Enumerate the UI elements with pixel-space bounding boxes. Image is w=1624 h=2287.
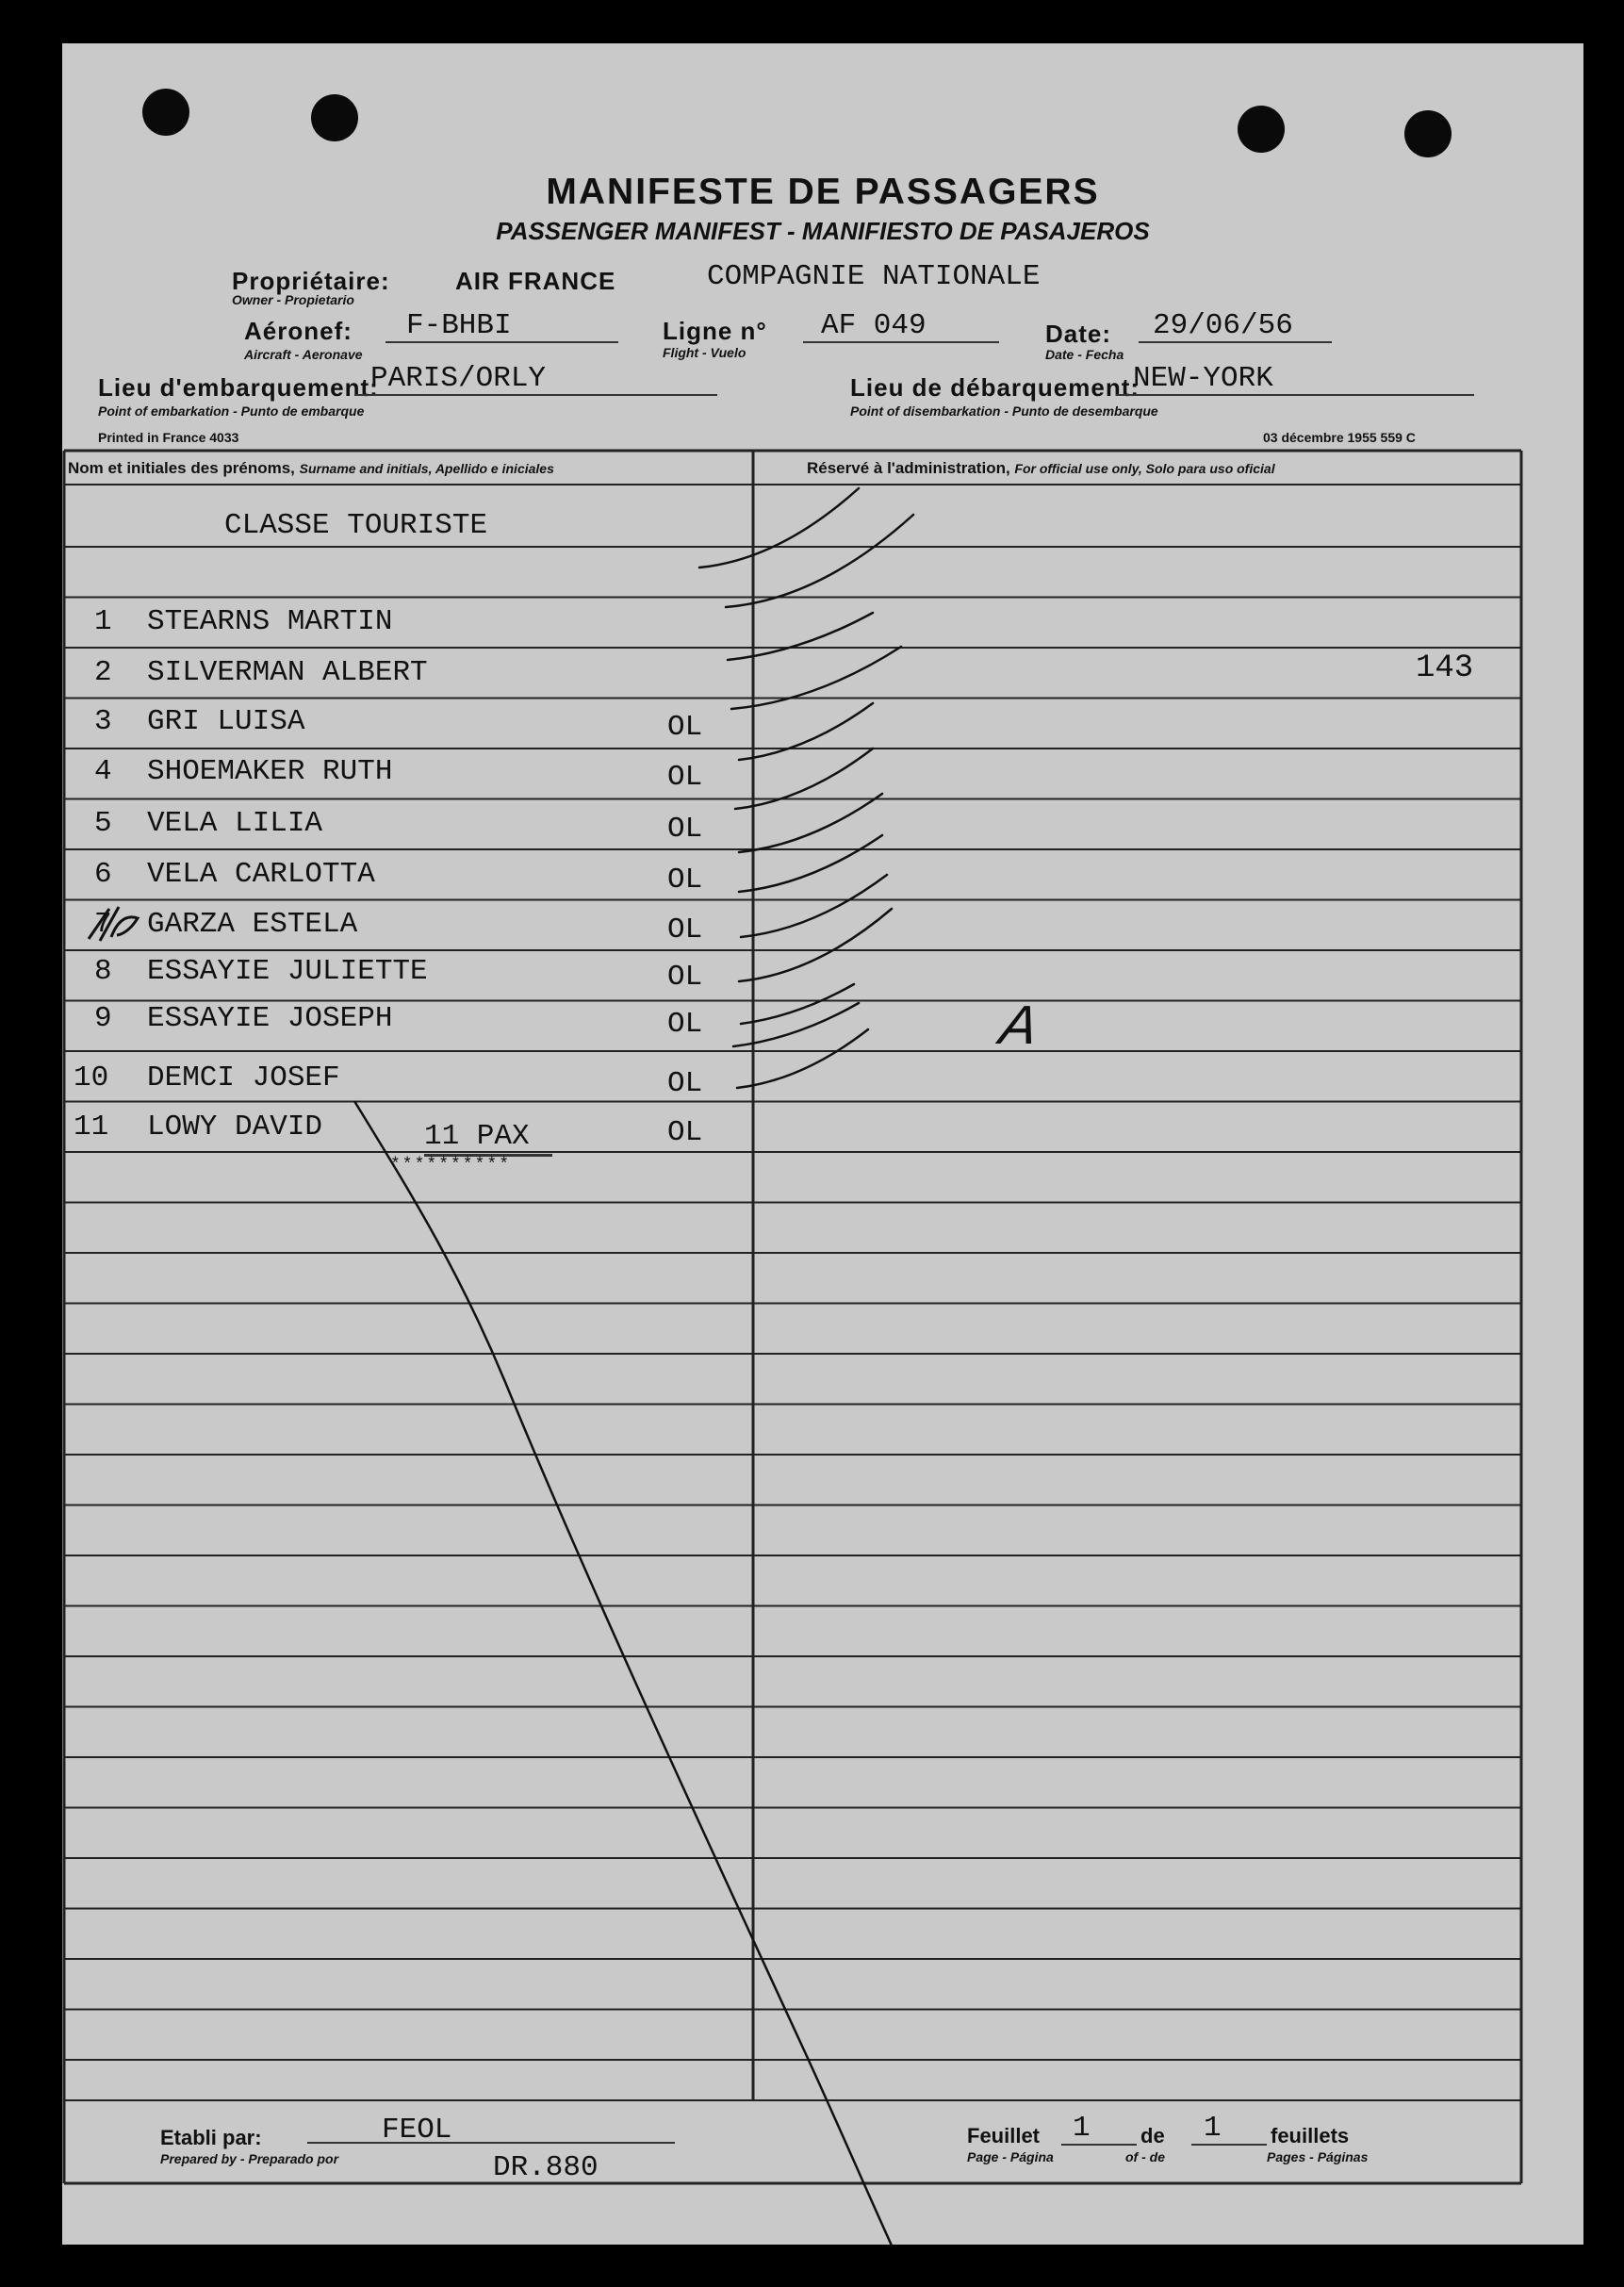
- cancellation-line: [354, 1101, 892, 2245]
- printed-note: Printed in France 4033: [98, 430, 239, 445]
- aircraft-label: Aéronef:: [244, 317, 353, 345]
- check-stroke: [726, 515, 913, 607]
- admin-letter: A: [995, 995, 1043, 1056]
- embark-value: PARIS/ORLY: [370, 362, 547, 395]
- overwrite-scribble: [89, 907, 138, 941]
- passenger-name: SHOEMAKER RUTH: [147, 755, 393, 788]
- document-title: MANIFESTE DE PASSAGERS: [546, 172, 1100, 212]
- check-stroke: [741, 984, 854, 1024]
- of-label: de: [1140, 2124, 1165, 2147]
- passenger-name: VELA LILIA: [147, 807, 323, 840]
- manifest-sheet: [62, 43, 1583, 2245]
- passenger-name: LOWY DAVID: [147, 1111, 323, 1144]
- sheets-label: feuillets: [1271, 2124, 1350, 2147]
- of-number: 1: [1204, 2112, 1222, 2145]
- disembark-value: NEW-YORK: [1133, 362, 1273, 395]
- passenger-code: OL: [667, 1008, 703, 1041]
- passenger-code: OL: [667, 913, 703, 946]
- column-header-left-label: Nom et initiales des prénoms,: [68, 459, 295, 477]
- class-heading: CLASSE TOURISTE: [224, 509, 488, 542]
- passenger-name: STEARNS MARTIN: [147, 605, 393, 638]
- owner-value: AIR FRANCE: [455, 267, 616, 295]
- passenger-code: OL: [667, 711, 703, 744]
- flight-sublabel: Flight - Vuelo: [663, 345, 746, 360]
- passenger-name: ESSAYIE JOSEPH: [147, 1002, 393, 1035]
- check-stroke: [741, 875, 887, 937]
- passenger-name: SILVERMAN ALBERT: [147, 656, 428, 689]
- sheets-sublabel: Pages - Páginas: [1267, 2149, 1369, 2164]
- passenger-number: 1: [94, 605, 112, 638]
- passenger-code: OL: [667, 761, 703, 794]
- passenger-name: VELA CARLOTTA: [147, 858, 375, 891]
- flight-value: AF 049: [821, 309, 927, 342]
- passenger-code: OL: [667, 864, 703, 897]
- column-header-right-italic: For official use only, Solo para uso oficial: [1014, 461, 1275, 476]
- passenger-name: ESSAYIE JULIETTE: [147, 955, 428, 988]
- aircraft-sublabel: Aircraft - Aeronave: [244, 347, 363, 362]
- passenger-name: GARZA ESTELA: [147, 908, 358, 941]
- owner-sublabel: Owner - Propietario: [232, 292, 354, 307]
- passenger-code: OL: [667, 813, 703, 846]
- check-stroke: [739, 835, 882, 892]
- check-stroke: [739, 909, 892, 981]
- aircraft-value: F-BHBI: [406, 309, 512, 342]
- hand-marks: [62, 43, 1583, 2245]
- passenger-number: 7: [94, 908, 112, 941]
- date-sublabel: Date - Fecha: [1045, 347, 1124, 362]
- check-stroke: [739, 794, 882, 852]
- passenger-name: GRI LUISA: [147, 705, 305, 738]
- prepared-sublabel: Prepared by - Preparado por: [160, 2151, 339, 2166]
- passenger-number: 3: [94, 705, 112, 738]
- passenger-code: OL: [667, 1116, 703, 1149]
- of-underline: [1191, 2144, 1267, 2146]
- prepared-value: FEOL: [382, 2114, 452, 2147]
- passenger-number: 5: [94, 807, 112, 840]
- document-subtitle: PASSENGER MANIFEST - MANIFIESTO DE PASAJEROS: [496, 217, 1150, 245]
- embark-label: Lieu d'embarquement:: [98, 373, 379, 402]
- column-header-right-label: Réservé à l'administration,: [807, 459, 1010, 477]
- sheet-sublabel: Page - Página: [967, 2149, 1054, 2164]
- passenger-code: OL: [667, 1067, 703, 1100]
- check-stroke: [728, 613, 873, 660]
- disembark-sublabel: Point of disembarkation - Punto de desembarque: [850, 403, 1158, 419]
- sheet-number: 1: [1073, 2112, 1091, 2145]
- admin-number: 143: [1416, 650, 1474, 686]
- sheet-underline: [1061, 2144, 1137, 2146]
- passenger-number: 4: [94, 755, 112, 788]
- disembark-label: Lieu de débarquement:: [850, 373, 1140, 402]
- flight-label: Ligne n°: [663, 317, 767, 345]
- date-label: Date:: [1045, 320, 1112, 348]
- check-stroke: [699, 488, 859, 568]
- passenger-name: DEMCI JOSEF: [147, 1061, 340, 1094]
- total-pax: 11 PAX: [424, 1120, 530, 1153]
- embark-sublabel: Point of embarkation - Punto de embarque: [98, 403, 365, 419]
- passenger-number: 2: [94, 656, 112, 689]
- owner-label: Propriétaire:: [232, 267, 390, 295]
- check-stroke: [737, 1029, 868, 1088]
- column-header-left-italic: Surname and initials, Apellido e iniciales: [299, 461, 554, 476]
- owner-typed: COMPAGNIE NATIONALE: [707, 260, 1041, 293]
- passenger-number: 8: [94, 955, 112, 988]
- passenger-number: 6: [94, 858, 112, 891]
- form-code: 03 décembre 1955 559 C: [1263, 430, 1416, 445]
- passenger-number: 11: [74, 1111, 109, 1144]
- date-value: 29/06/56: [1153, 309, 1293, 342]
- passenger-number: 9: [94, 1002, 112, 1035]
- prepared-underline: [307, 2142, 675, 2144]
- total-stars: **********: [390, 1156, 512, 1175]
- prepared-code: DR.880: [493, 2151, 599, 2184]
- check-stroke: [739, 703, 873, 760]
- passenger-number: 10: [74, 1061, 109, 1094]
- prepared-label: Etabli par:: [160, 2126, 262, 2149]
- passenger-code: OL: [667, 961, 703, 994]
- of-sublabel: of - de: [1125, 2149, 1165, 2164]
- sheet-label: Feuillet: [967, 2124, 1041, 2147]
